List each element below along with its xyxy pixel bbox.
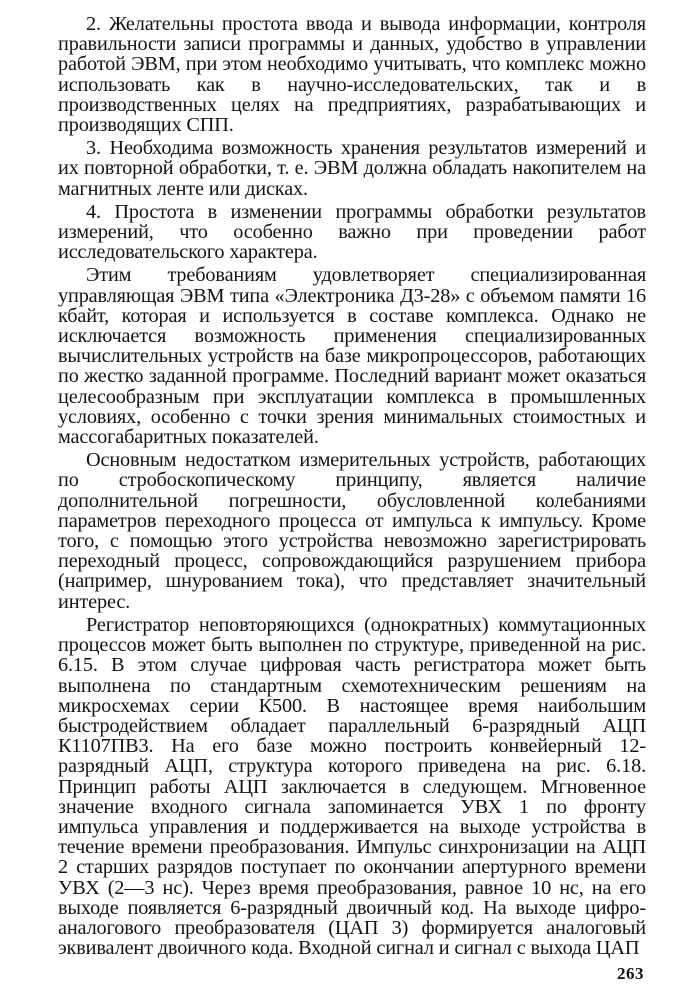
paragraph-recorder-description: Регистратор неповторяющихся (однократных) коммутационных процессов может быть выполнен по структуре, приведенной на рис. 6.15. В этом случае цифровая часть регистратора может быть выполнена по стандартным схемотехническим решениям на микросхемах серии К500. В настоящее время наибольшим быстродействием обладает параллельный 6-разрядный АЦП К1107ПВ3. На его базе можно построить конвейерный 12-разрядный АЦП, структура которого приведена на рис. 6.18. Принцип работы АЦП заключается в следующем. Мгновенное значение входного сигнала запоминается УВХ 1 по фронту импульса управления и поддерживается на выходе устройства в течение времени преобразования. Импульс синхронизации на АЦП 2 старших разрядов поступает по окончании апертурного времени УВХ (2—3 нс). Через время преобразования, равное 10 нс, на его выходе появляется 6-разрядный двоичный код. На выходе цифро-аналогового преобразователя (ЦАП 3) формируется аналоговый эквивалент двоичного кода. Входной сигнал и сигнал с выхода ЦАП (58, 613, 646, 960)
paragraph-requirement-4: 4. Простота в изменении программы обработки результатов измерений, что особенно важно при проведении работ исследовательского характера. (58, 200, 646, 264)
paragraph-stroboscopic-drawback: Основным недостатком измерительных устройств, работающих по стробоскопическому принципу, является наличие дополнительной погрешности, обусловленной колебаниями параметров переходного процесса от импульса к импульсу. Кроме того, с помощью этого устройства невозможно зарегистрировать переходный процесс, сопровождающийся разрушением прибора (например, шнурованием тока), что представляет значительный интерес. (58, 449, 646, 613)
paragraph-requirement-2: 2. Желательны простота ввода и вывода информации, контроля правильности записи программы и данных, удобство в управлении работой ЭВМ, при этом необходимо учитывать, что комплекс можно использовать как в научно-исследовательских, так и в производственных целях на предприятиях, разрабатывающих и производящих СПП. (58, 13, 646, 137)
paragraph-computer-choice: Этим требованиям удовлетворяет специализированная управляющая ЭВМ типа «Электроника Д3-28» с объемом памяти 16 кбайт, которая и используется в составе комплекса. Однако не исключается возможность применения специализированных вычислительных устройств на базе микропроцессоров, работающих по жестко заданной программе. Последний вариант может оказаться целесообразным при эксплуатации комплекса в промышленных условиях, особенно с точки зрения минимальных стоимостных и массогабаритных показателей. (58, 264, 646, 449)
page-number: 263 (617, 964, 644, 983)
paragraph-requirement-3: 3. Необходима возможность хранения результатов измерений и их повторной обработки, т. е. ЭВМ должна обладать накопителем на магнитных ленте или дисках. (58, 137, 646, 200)
